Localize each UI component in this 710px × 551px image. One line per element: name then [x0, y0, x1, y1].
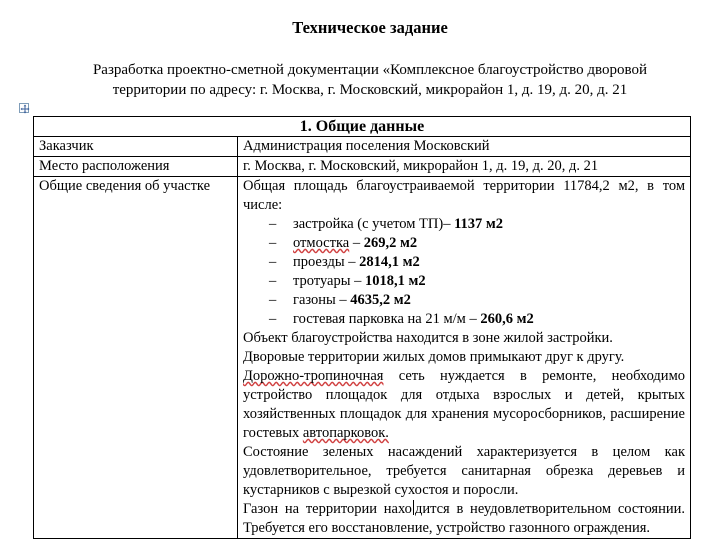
area-list — [243, 215, 685, 329]
table-row — [34, 177, 691, 539]
item-value: 269,2 м2 — [363, 235, 418, 251]
list-item — [269, 234, 685, 253]
section-title: 1. Общие данные — [34, 117, 691, 137]
paragraph-adjacent: Дворовые территории жилых домов примыкают друг к другу. — [243, 349, 625, 365]
table-row — [34, 157, 691, 177]
subtitle-line-1: Разработка проектно-сметной документации «Комплексное благоустройство дворовой — [92, 62, 648, 78]
item-name: отмостка — [293, 235, 350, 251]
parking-term: автопарковок. — [302, 425, 389, 441]
item-value: 2814,1 м2 — [359, 254, 420, 270]
list-item — [269, 272, 685, 291]
row-value — [238, 137, 691, 157]
area-intro: Общая площадь благоустраиваемой территории 11784,2 м2, в том числе: — [243, 178, 685, 213]
general-info-cell — [238, 177, 691, 539]
paragraph-zone: Объект благоустройства находится в зоне жилой застройки. — [243, 330, 613, 346]
item-sep: – — [350, 273, 365, 289]
item-value: 1137 м2 — [454, 216, 504, 232]
section-row — [34, 117, 691, 137]
item-sep: – — [443, 216, 455, 232]
item-name: газоны — [293, 292, 336, 308]
table-row — [34, 137, 691, 157]
paths-text: сеть нуждается в ремонте, необходимо устройство площадок для отдыха взрослых и детей, крытых хозяйственных площадок для хранения мусоросборников, расширение гостевых — [243, 368, 685, 441]
item-sep: – — [344, 254, 360, 270]
row-label: Общие сведения об участке — [34, 177, 238, 539]
row-value: г. Москва, г. Московский, микрорайон 1, д. 19, д. 20, д. 21 — [238, 157, 691, 177]
item-name: тротуары — [293, 273, 351, 289]
paths-term: Дорожно-тропиночная — [243, 368, 384, 384]
item-sep: – — [335, 292, 351, 308]
table-move-handle-icon[interactable] — [19, 103, 29, 113]
item-value: 1018,1 м2 — [364, 273, 426, 289]
item-name: гостевая парковка на 21 м/м — [293, 311, 466, 327]
lawn-text-a: Газон на территории нахо — [243, 501, 412, 517]
document-title: Техническое задание — [292, 18, 448, 37]
customer-value: Администрация поселения Московский — [243, 138, 490, 154]
row-label: Место расположения — [34, 157, 238, 177]
row-label: Заказчик — [34, 137, 238, 157]
item-sep: – — [465, 311, 481, 327]
paragraph-greenery: Состояние зеленых насаждений характеризуется в целом как удовлетворительное, требуется санитарная обрезка деревьев и кустарников с вырезкой сухостоя и поросли. — [243, 444, 685, 498]
list-item — [269, 215, 685, 234]
item-name: застройка (с учетом ТП) — [293, 216, 444, 232]
paragraph-lawn — [243, 500, 685, 538]
document-subtitle — [60, 60, 680, 100]
subtitle-line-2: территории по адресу: г. Москва, г. Московский, микрорайон 1, д. 19, д. 20, д. 21 — [112, 82, 628, 98]
text-cursor — [413, 500, 414, 515]
item-value: 260,6 м2 — [480, 311, 534, 327]
item-sep: – — [349, 235, 364, 251]
spec-table — [33, 116, 691, 539]
list-item — [269, 291, 685, 310]
paragraph-paths — [243, 367, 685, 443]
list-item — [269, 310, 685, 329]
item-value: 4635,2 м2 — [350, 292, 411, 308]
lawn-text-b: дится в неудовлетворительном состоянии. Требуется его восстановление, устройство газонного ограждения. — [243, 501, 685, 536]
item-name: проезды — [293, 254, 345, 270]
list-item — [269, 253, 685, 272]
